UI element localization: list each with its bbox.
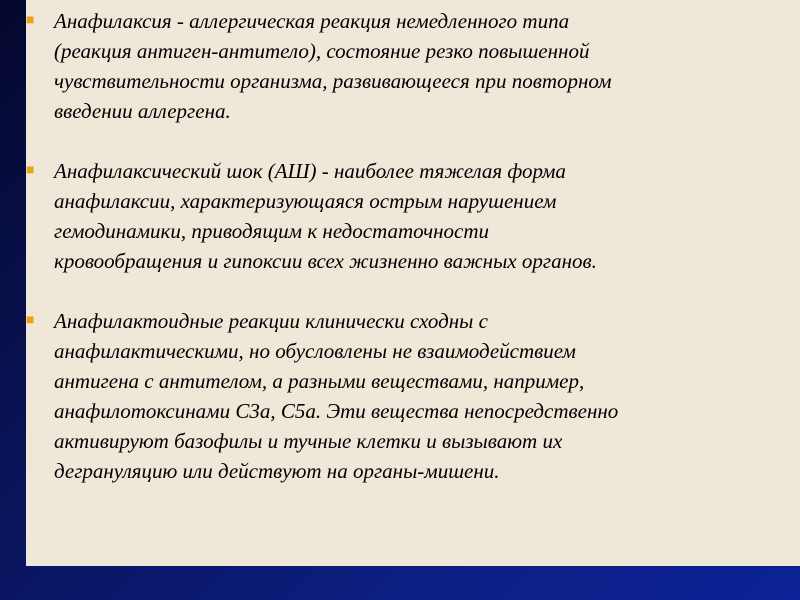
bullet-anaphylaxis — [26, 6, 800, 126]
square-bullet-icon: ■ — [26, 313, 35, 328]
square-bullet-icon: ■ — [26, 13, 35, 28]
bullet-text: Анафилаксия - аллергическая реакция немедленного типа (реакция антиген-антитело), состояние резко повышенной чувствительности организма, развивающееся при повторном введении аллергена. — [54, 9, 612, 123]
bullet-text: Анафилактоидные реакции клинически сходны с анафилактическими, но обусловлены не взаимодействием антигена с антителом, а разными веществами, например, анафилотоксинами С3а, С5а. Эти вещества непосредственно активируют базофилы и тучные клетки и вызывают их дегрануляцию или действуют на органы-мишени. — [54, 309, 619, 483]
slide-content-panel — [26, 0, 800, 566]
square-bullet-icon: ■ — [26, 163, 35, 178]
bullet-anaphylactic-shock — [26, 156, 800, 276]
bullet-text: Анафилаксический шок (АШ) - наиболее тяжелая форма анафилаксии, характеризующаяся острым нарушением гемодинамики, приводящим к недостаточности кровообращения и гипоксии всех жизненно важных органов. — [54, 159, 597, 273]
bullet-list — [26, 6, 800, 516]
bullet-anaphylactoid-reactions — [26, 306, 800, 486]
